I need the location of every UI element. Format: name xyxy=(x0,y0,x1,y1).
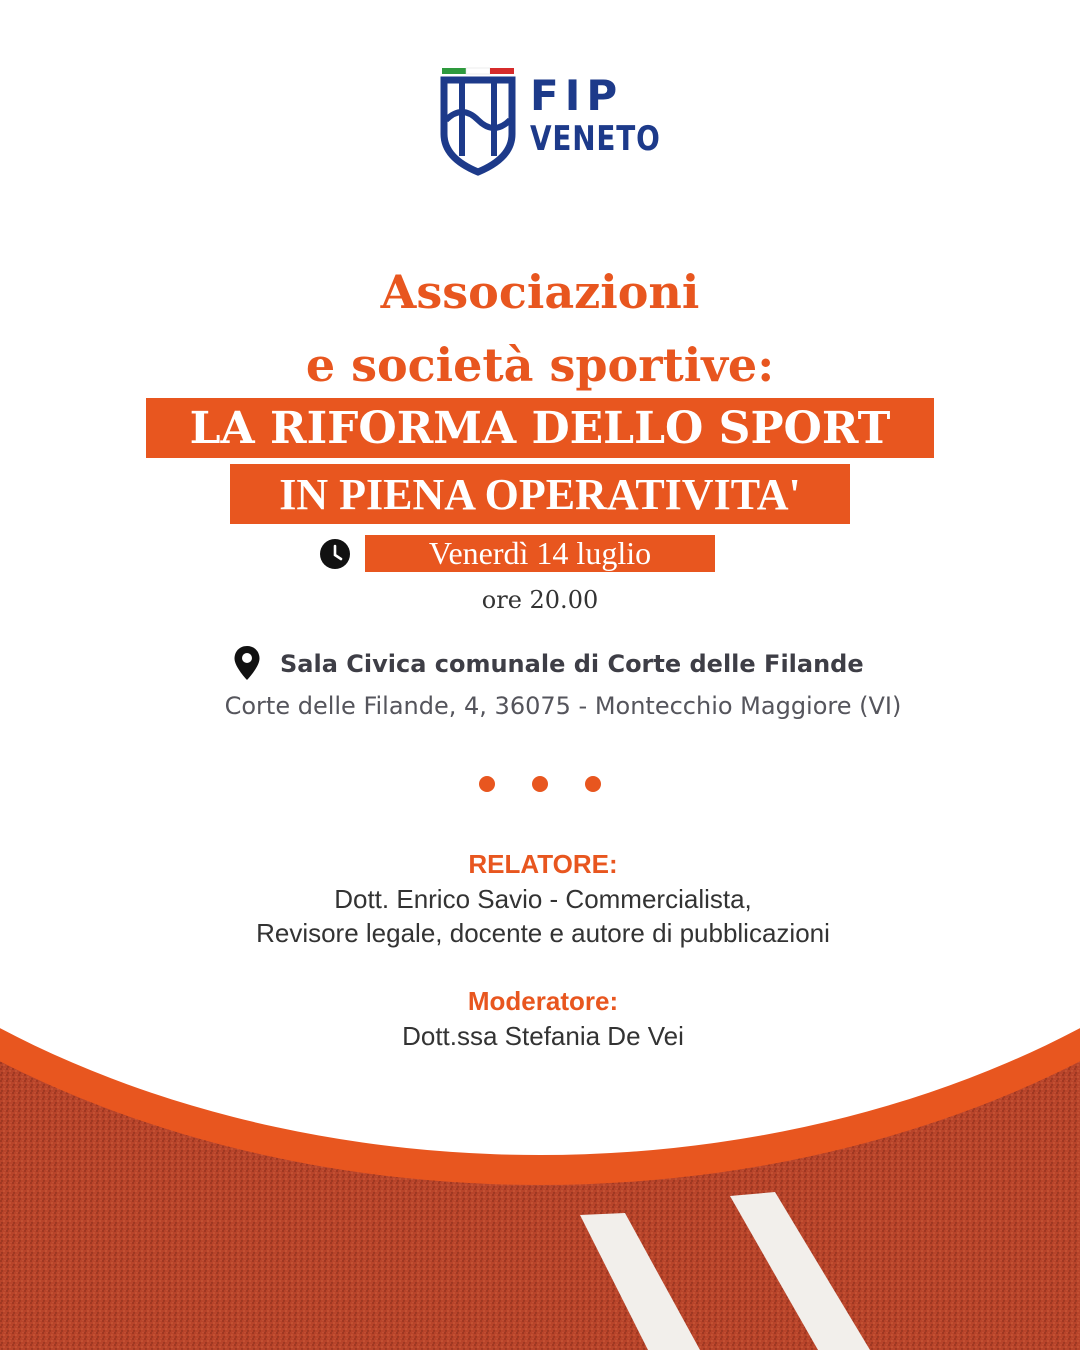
moderatore-name: Dott.ssa Stefania De Vei xyxy=(402,1021,684,1051)
venue-address: Corte delle Filande, 4, 36075 - Montecchio Maggiore (VI) xyxy=(224,692,902,720)
separator-dot xyxy=(532,776,548,792)
basket-shield-icon xyxy=(438,62,518,177)
separator-dot xyxy=(585,776,601,792)
headline-line-2: e società sportive: xyxy=(305,338,775,392)
headline-line-1: Associazioni xyxy=(380,265,700,319)
clock-icon xyxy=(319,538,351,570)
moderatore-label: Moderatore: xyxy=(467,986,619,1016)
headline-banner-2: IN PIENA OPERATIVITA' xyxy=(230,464,850,524)
relatore-name: Dott. Enrico Savio - Commercialista, xyxy=(334,884,752,914)
relatore-label: RELATORE: xyxy=(468,849,618,879)
event-date: Venerdì 14 luglio xyxy=(365,535,715,572)
event-time: ore 20.00 xyxy=(481,586,599,614)
relatore-description: Revisore legale, docente e autore di pubblicazioni xyxy=(256,918,830,948)
map-pin-icon xyxy=(233,645,261,681)
headline-banner-1: LA RIFORMA DELLO SPORT xyxy=(146,398,934,458)
logo-text-fip: FIP xyxy=(530,71,624,120)
separator-dot xyxy=(479,776,495,792)
fip-veneto-logo xyxy=(438,62,661,177)
venue-name: Sala Civica comunale di Corte delle Filande xyxy=(280,650,864,678)
logo-text-veneto: VENETO xyxy=(530,119,661,159)
